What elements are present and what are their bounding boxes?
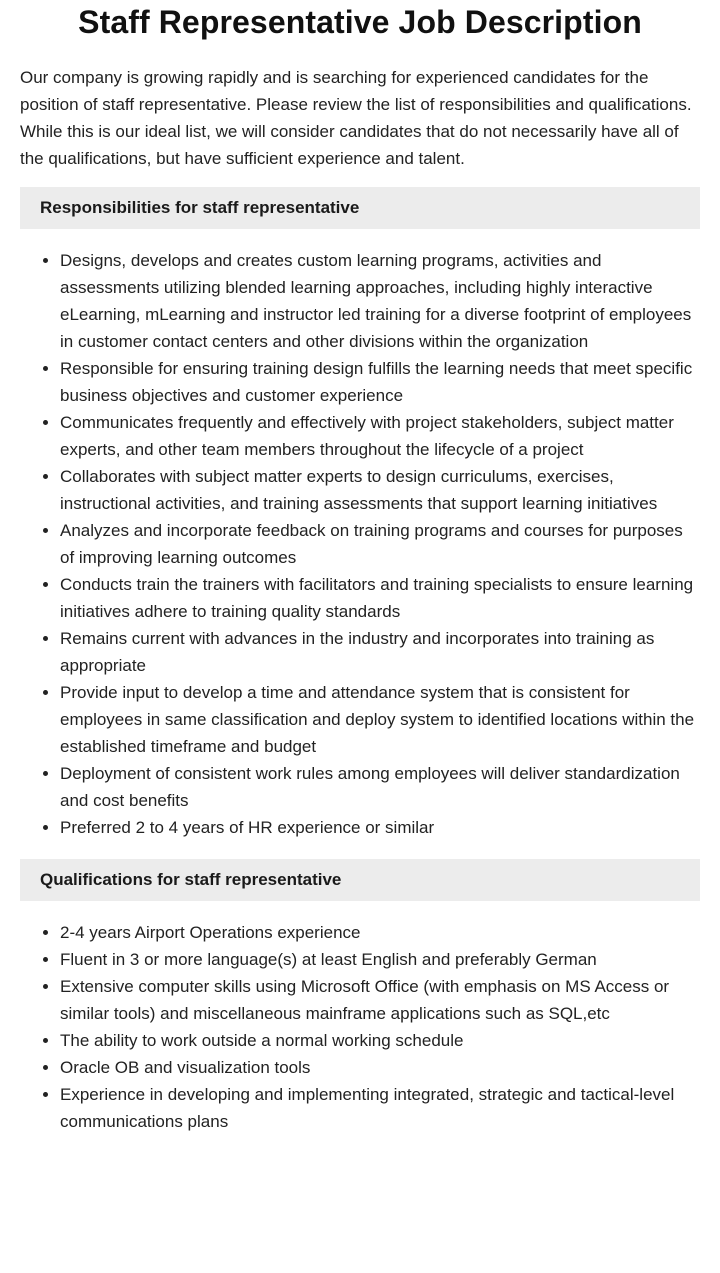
- list-item: • Remains current with advances in the industry and incorporates into training as appropriate: [60, 625, 700, 679]
- list-item: • Oracle OB and visualization tools: [60, 1054, 700, 1081]
- list-item: • Extensive computer skills using Microsoft Office (with emphasis on MS Access or similar tools) and miscellaneous mainframe applications such as SQL,etc: [60, 973, 700, 1027]
- responsibilities-list: [20, 247, 700, 841]
- list-item: • Preferred 2 to 4 years of HR experience or similar: [60, 814, 700, 841]
- list-item: • Collaborates with subject matter experts to design curriculums, exercises, instructional activities, and training assessments that support learning initiatives: [60, 463, 700, 517]
- list-item: • Fluent in 3 or more language(s) at least English and preferably German: [60, 946, 700, 973]
- qualifications-list: [20, 919, 700, 1135]
- list-item: • Responsible for ensuring training design fulfills the learning needs that meet specific business objectives and customer experience: [60, 355, 700, 409]
- qualifications-heading: Qualifications for staff representative: [20, 859, 700, 901]
- list-item: • Designs, develops and creates custom learning programs, activities and assessments utilizing blended learning approaches, including highly interactive eLearning, mLearning and instructor led training for a diverse footprint of employees in customer contact centers and other divisions within the organization: [60, 247, 700, 355]
- list-item: • Experience in developing and implementing integrated, strategic and tactical-level communications plans: [60, 1081, 700, 1135]
- responsibilities-heading: Responsibilities for staff representative: [20, 187, 700, 229]
- list-item: • The ability to work outside a normal working schedule: [60, 1027, 700, 1054]
- list-item: • Deployment of consistent work rules among employees will deliver standardization and cost benefits: [60, 760, 700, 814]
- list-item: • 2-4 years Airport Operations experience: [60, 919, 700, 946]
- list-item: • Provide input to develop a time and attendance system that is consistent for employees in same classification and deploy system to identified locations within the established timeframe and budget: [60, 679, 700, 760]
- intro-paragraph: Our company is growing rapidly and is searching for experienced candidates for the position of staff representative. Please review the list of responsibilities and qualifications. While this is our ideal list, we will consider candidates that do not necessarily have all of the qualifications, but have sufficient experience and talent.: [20, 68, 692, 168]
- page-title: Staff Representative Job Description: [78, 4, 642, 40]
- list-item: • Conducts train the trainers with facilitators and training specialists to ensure learning initiatives adhere to training quality standards: [60, 571, 700, 625]
- list-item: • Analyzes and incorporate feedback on training programs and courses for purposes of improving learning outcomes: [60, 517, 700, 571]
- list-item: • Communicates frequently and effectively with project stakeholders, subject matter experts, and other team members throughout the lifecycle of a project: [60, 409, 700, 463]
